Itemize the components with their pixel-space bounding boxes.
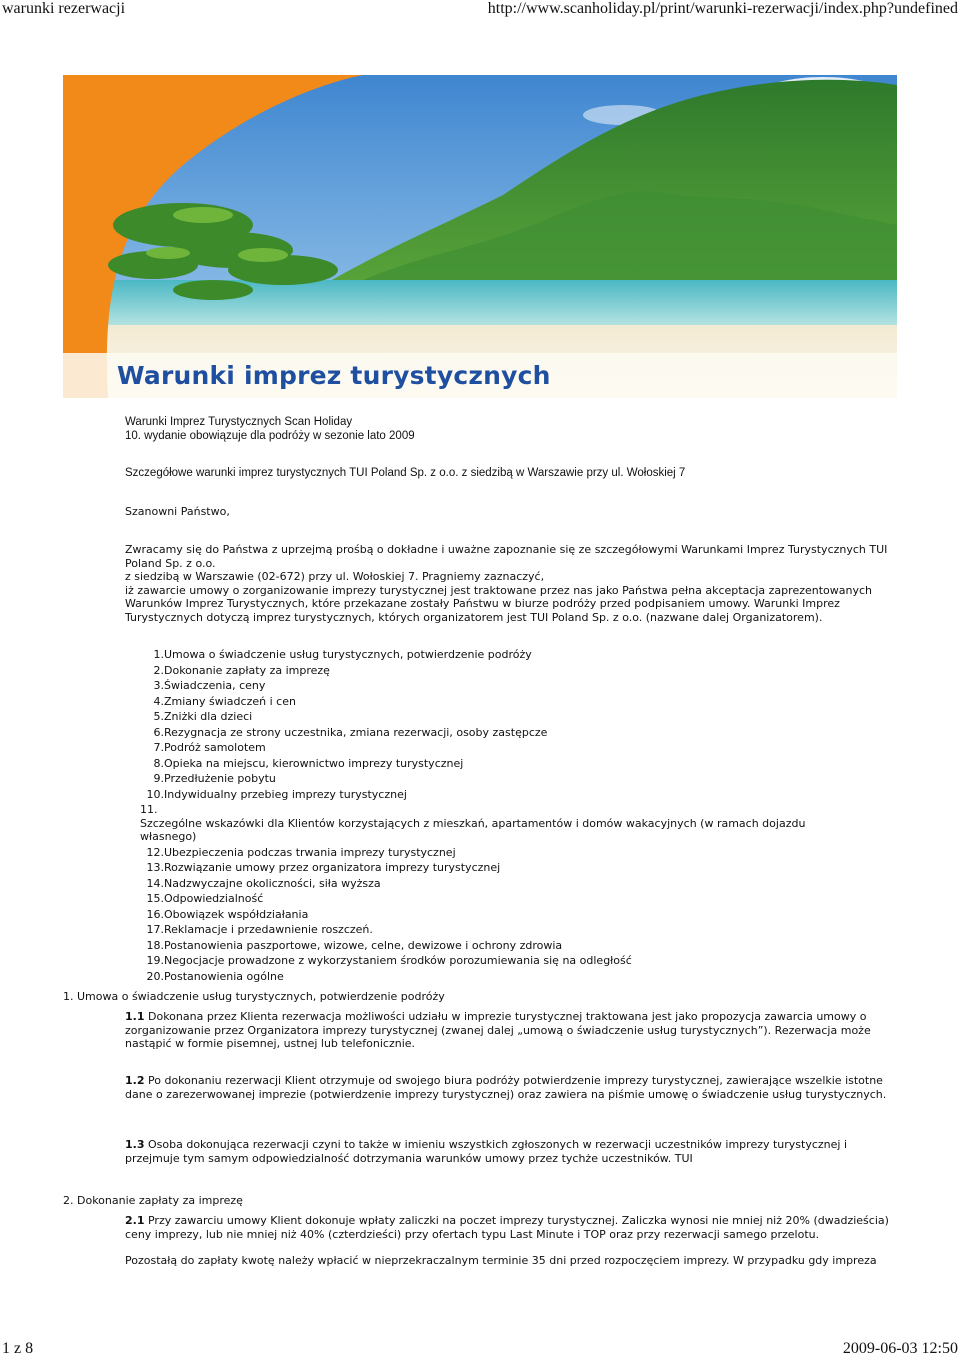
intro-edition: 10. wydanie obowiązuje dla podróży w sezonie lato 2009 — [125, 430, 415, 442]
toc-item[interactable] — [140, 648, 860, 662]
toc-item-label: Przedłużenie pobytu — [164, 772, 276, 785]
toc-item[interactable] — [140, 788, 860, 802]
toc-item-number: 6. — [153, 725, 164, 739]
toc-item-number: 19. — [146, 954, 164, 967]
toc-item-number: 17. — [146, 923, 164, 936]
toc-item-number: 9. — [153, 772, 164, 785]
intro-company: Szczegółowe warunki imprez turystycznych TUI Poland Sp. z o.o. z siedzibą w Warszawie przy ul. Wołoskiej 7 — [125, 467, 686, 479]
toc-item-number: 1. — [153, 648, 164, 661]
toc-item-number: 14. — [146, 876, 164, 890]
toc-item[interactable] — [140, 954, 860, 968]
toc-item-number: 5. — [153, 710, 164, 723]
paragraph-number: 1.1 — [125, 1010, 145, 1023]
toc-item-number: 20. — [146, 969, 164, 983]
toc-item-label: Świadczenia, ceny — [164, 679, 266, 692]
toc-item-label: Ubezpieczenia podczas trwania imprezy turystycznej — [164, 845, 456, 859]
toc-item-number: 11. — [140, 803, 158, 816]
toc-item-number: 12. — [146, 845, 164, 859]
toc-item-label: Rezygnacja ze strony uczestnika, zmiana rezerwacji, osoby zastępcze — [164, 725, 548, 739]
toc-item-label: Dokonanie zapłaty za imprezę — [164, 663, 330, 677]
toc-item[interactable] — [140, 757, 860, 771]
toc-item[interactable] — [140, 664, 860, 678]
toc-item[interactable] — [140, 710, 860, 724]
toc-item[interactable] — [140, 803, 860, 844]
toc-item-label: Negocjacje prowadzone z wykorzystaniem środków porozumiewania się na odległość — [164, 954, 632, 967]
beach-landscape-image — [63, 75, 897, 398]
toc-item-label: Szczególne wskazówki dla Klientów korzystających z mieszkań, apartamentów i domów wakacyjnych (w ramach dojazdu własnego) — [140, 816, 806, 843]
toc-item-label: Postanowienia paszportowe, wizowe, celne, dewizowe i ochrony zdrowia — [164, 938, 563, 952]
toc-item-label: Odpowiedzialność — [164, 892, 264, 905]
print-header-url: http://www.scanholiday.pl/print/warunki-rezerwacji/index.php?undefined — [487, 0, 958, 17]
greeting: Szanowni Państwo, — [125, 505, 230, 518]
toc-item[interactable] — [140, 726, 860, 740]
toc-item-label: Nadzwyczajne okoliczności, siła wyższa — [164, 876, 381, 890]
toc-item-label: Umowa o świadczenie usług turystycznych, potwierdzenie podróży — [164, 648, 532, 661]
toc-item-label: Postanowienia ogólne — [164, 969, 284, 983]
toc-item-label: Indywidualny przebieg imprezy turystycznej — [164, 787, 407, 801]
toc-item[interactable] — [140, 923, 860, 937]
toc-item-number: 8. — [153, 756, 164, 770]
toc-item-label: Zmiany świadczeń i cen — [164, 694, 296, 708]
section-title: 1. Umowa o świadczenie usług turystycznych, potwierdzenie podróży — [63, 990, 445, 1003]
toc-item-number: 15. — [146, 892, 164, 905]
section-paragraph: 2.1 Przy zawarciu umowy Klient dokonuje wpłaty zaliczki na poczet imprezy turystycznej. Zaliczka wynosi nie mniej niż 20% (dwadzieścia) ceny imprezy, lub nie mniej niż 40% (czterdzieści) przy ofertach typu Last Minute i TOP oraz przy rezerwacji samego przelotu. — [125, 1214, 889, 1241]
section-paragraph: 1.1 Dokonana przez Klienta rezerwacja możliwości udziału w imprezie turystycznej traktowana jest jako propozycja zawarcia umowy o zorganizowanie przez Organizatora imprezy turystycznej (zwanej dalej „umową o świadczenie usług turystycznych”). Rezerwacja może nastąpić w formie pisemnej, ustnej lub telefonicznie. — [125, 1010, 871, 1050]
table-of-contents — [140, 648, 860, 985]
toc-item-label: Podróż samolotem — [164, 741, 266, 754]
toc-item-number: 7. — [153, 741, 164, 754]
toc-item[interactable] — [140, 877, 860, 891]
paragraph-number: 1.3 — [125, 1138, 145, 1151]
toc-item[interactable] — [140, 892, 860, 906]
intro-title: Warunki Imprez Turystycznych Scan Holiday — [125, 416, 353, 428]
print-footer-page: 1 z 8 — [2, 1340, 34, 1357]
paragraph-number: 1.2 — [125, 1074, 145, 1087]
toc-item[interactable] — [140, 861, 860, 875]
banner-title: Warunki imprez turystycznych — [117, 361, 551, 390]
toc-item-label: Rozwiązanie umowy przez organizatora imprezy turystycznej — [164, 861, 501, 874]
toc-item-number: 3. — [153, 679, 164, 692]
toc-item[interactable] — [140, 970, 860, 984]
toc-item[interactable] — [140, 939, 860, 953]
toc-item-label: Opieka na miejscu, kierownictwo imprezy turystycznej — [164, 756, 464, 770]
toc-item[interactable] — [140, 695, 860, 709]
toc-item-label: Obowiązek współdziałania — [164, 907, 309, 921]
toc-item-number: 16. — [146, 907, 164, 921]
section-title: 2. Dokonanie zapłaty za imprezę — [63, 1194, 243, 1207]
toc-item-number: 10. — [146, 787, 164, 801]
toc-item-number: 2. — [153, 663, 164, 677]
intro-paragraph: Zwracamy się do Państwa z uprzejmą prośbą o dokładne i uważne zapoznanie się ze szczegółowymi Warunkami Imprez Turystycznych TUI Poland Sp. z o.o. z siedzibą w Warszawie (02-672) przy ul. Wołoskiej 7. Pragniemy zaznaczyć, iż zawarcie umowy o zorganizowanie imprezy turystycznej jest traktowane przez nas jako Państwa pełna akceptacja zaprezentowanych Warunków Imprez Turystycznych, które przekazane zostały Państwu w biurze podróży przed podpisaniem umowy. Warunki Imprez Turystycznych dotyczą imprez turystycznych, których organizatorem jest TUI Poland Sp. z o.o. (nazwane dalej Organizatorem). — [125, 543, 888, 624]
toc-item[interactable] — [140, 846, 860, 860]
toc-item[interactable] — [140, 772, 860, 786]
toc-item[interactable] — [140, 908, 860, 922]
toc-item[interactable] — [140, 679, 860, 693]
print-header-title: warunki rezerwacji — [2, 0, 126, 17]
section-paragraph-continued: Pozostałą do zapłaty kwotę należy wpłacić w nieprzekraczalnym terminie 35 dni przed rozpoczęciem imprezy. W przypadku gdy impreza — [125, 1254, 877, 1267]
toc-item[interactable] — [140, 741, 860, 755]
print-footer-timestamp: 2009-06-03 12:50 — [842, 1340, 958, 1357]
toc-item-number: 13. — [146, 861, 164, 874]
toc-item-label: Reklamacje i przedawnienie roszczeń. — [164, 923, 373, 936]
section-paragraph: 1.3 Osoba dokonująca rezerwacji czyni to także w imieniu wszystkich zgłoszonych w rezerwacji uczestników imprezy turystycznej i przejmuje tym samym odpowiedzialność dotrzymania warunków umowy przez tychże uczestników. TUI — [125, 1138, 848, 1165]
paragraph-number: 2.1 — [125, 1214, 145, 1227]
section-paragraph: 1.2 Po dokonaniu rezerwacji Klient otrzymuje od swojego biura podróży potwierdzenie imprezy turystycznej, zawierające wszelkie istotne dane o zarezerwowanej imprezie (potwierdzenie imprezy turystycznej) oraz zawiera na piśmie umowę o świadczenie usług turystycznych. — [125, 1074, 887, 1101]
toc-item-label: Zniżki dla dzieci — [164, 710, 253, 723]
toc-item-number: 4. — [153, 694, 164, 708]
hero-banner — [63, 75, 897, 398]
toc-item-number: 18. — [146, 938, 164, 952]
